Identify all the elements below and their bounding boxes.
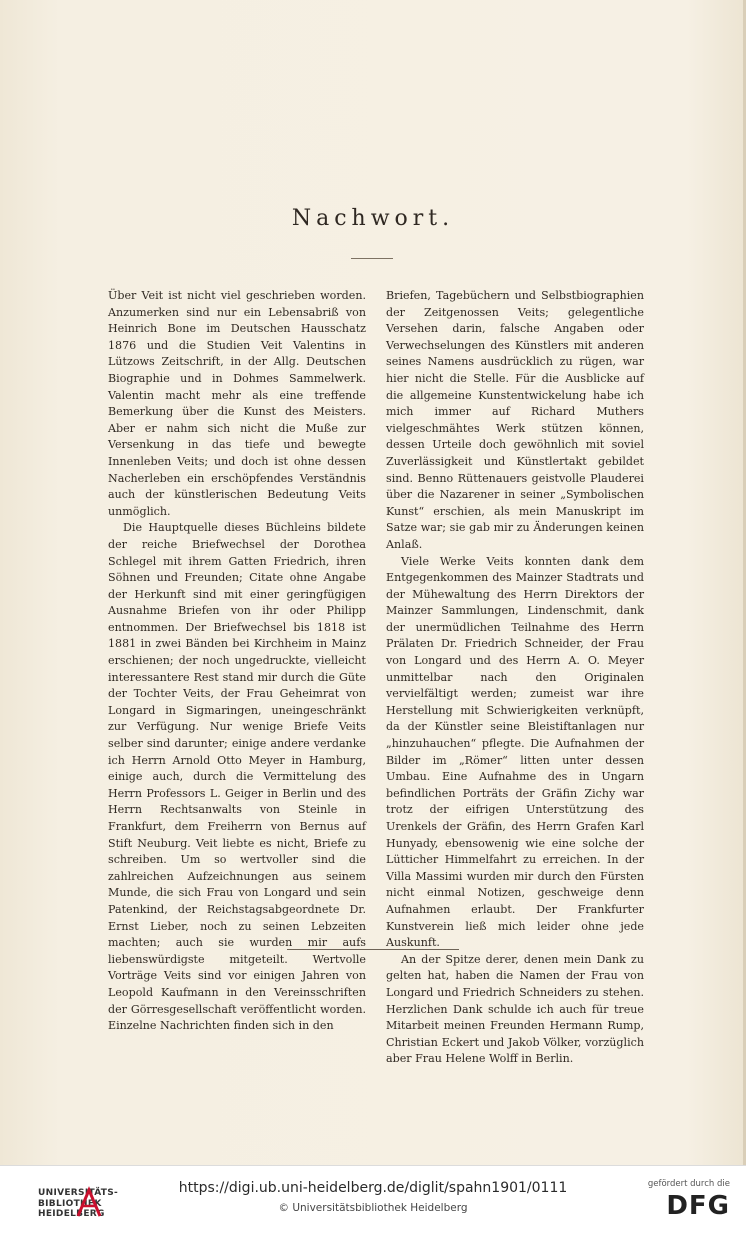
page-title: Nachwort. xyxy=(291,206,455,231)
permalink-url[interactable]: https://digi.ub.uni-heidelberg.de/diglit/spahn1901/0111 xyxy=(178,1180,568,1196)
paragraph: Viele Werke Veits konnten dank dem Entgegenkommen des Mainzer Stadtrats und der Mühewaltung des Herrn Direktors der Mainzer Sammlungen, Lindenschmit, dank der unermüdlichen Teilnahme des Herrn Prälaten Dr. Friedrich Schneider, der Frau von Longard und des Herrn A. O. Meyer unmittelbar nach den Originalen vervielfältigt werden; zumeist war ihre Herstellung mit Schwierigkeiten verknüpft, da der Künstler seine Bleistiftanlagen nur „hinzuhauchen“ pflegte. Die Aufnahmen der Bilder im „Römer“ litten unter dessen Umbau. Eine Aufnahme des in Ungarn befindlichen Porträts der Gräfin Zichy war trotz der eifrigen Unterstützung des Urenkels der Gräfin, des Herrn Grafen Karl Hunyady, ebensowenig wie eine solche der Lütticher Himmelfahrt zu erreichen. In der Villa Massimi wurden mir durch den Fürsten nicht einmal Notizen, geschweige denn Aufnahmen erlaubt. Der Frankfurter Kunstverein ließ mich leider ohne jede Auskunft. xyxy=(386,554,644,950)
paragraph: An der Spitze derer, denen mein Dank zu gelten hat, haben die Namen der Frau von Longard und Friedrich Schneiders zu stehen. Herzlichen Dank schulde ich auch für treue Mitarbeit meinen Freunden Hermann Rump, Christian Eckert und Jakob Völker, vorzüglich aber Frau Helene Wolff in Berlin. xyxy=(386,952,644,1066)
copyright-text: © Universitätsbibliothek Heidelberg xyxy=(278,1202,468,1214)
left-column xyxy=(108,288,366,1035)
title-divider xyxy=(351,258,393,259)
paragraph: Die Hauptquelle dieses Büchleins bildete der reiche Briefwechsel der Dorothea Schlegel mit ihrem Gatten Friedrich, ihren Söhnen und Freunden; Citate ohne Angabe der Herkunft sind mit einer geringfügigen Ausnahme Briefen von ihr oder Philipp entnommen. Der Briefwechsel bis 1818 ist 1881 in zwei Bänden bei Kirchheim in Mainz erschienen; der noch ungedruckte, vielleicht interessantere Rest stand mir durch die Güte der Tochter Veits, der Frau Geheimrat von Longard in Sigmaringen, uneingeschränkt zur Verfügung. Nur wenige Briefe Veits selber sind darunter; einige andere verdanke ich Herrn Arnold Otto Meyer in Hamburg, einige auch, durch die Vermittelung des Herrn Professors L. Geiger in Berlin und des Herrn Rechtsanwalts von Steinle in Frankfurt, dem Freiherrn von Bernus auf Stift Neuburg. Veit liebte es nicht, Briefe zu schreiben. Um so wertvoller sind die zahlreichen Aufzeichnungen aus seinem Munde, die sich Frau von Longard und sein Patenkind, der Reichstagsabgeordnete Dr. Ernst Lieber, noch zu seinen Lebzeiten machten; auch sie wurden mir aufs liebenswürdigste mitgeteilt. Wertvolle Vorträge Veits sind vor einigen Jahren von Leopold Kaufmann in den Vereinsschriften der Görresgesellschaft veröffentlicht worden. Einzelne Nachrichten finden sich in den xyxy=(108,521,366,1033)
paragraph: Über Veit ist nicht viel geschrieben worden. Anzumerken sind nur ein Lebensabriß von Heinrich Bone im Deutschen Hausschatz 1876 und die Studien Veit Valentins in Lützows Zeitschrift, in der Allg. Deutschen Biographie und in Dohmes Sammelwerk. Valentin macht mehr als eine treffende Bemerkung über die Kunst des Meisters. Aber er nahm sich nicht die Muße zur Versenkung in das tiefe und bewegte Innenleben Veits; und doch ist ohne dessen Nacherleben ein erschöpfendes Verständnis auch der künstlerischen Bedeutung Veits unmöglich. xyxy=(108,289,366,518)
right-column xyxy=(386,288,644,1068)
library-line: UNIVERSITÄTS- xyxy=(38,1188,119,1198)
paragraph: Briefen, Tagebüchern und Selbstbiographien der Zeitgenossen Veits; gelegentliche Versehen darin, falsche Angaben oder Verwechselungen des Künstlers mit anderen seines Namens ausdrücklich zu rügen, war hier nicht die Stelle. Für die Ausblicke auf die allgemeine Kunstentwickelung habe ich mich immer auf Richard Muthers vielgeschmähtes Werk stützen können, dessen Urteile doch gewöhnlich mit soviel Zuverlässigkeit und Künstlertakt gebildet sind. Benno Rüttenauers geistvolle Plauderei über die Nazarener in seiner „Symbolischen Kunst“ erschien, als mein Manuskript im Satze war; sie gab mir zu Änderungen keinen Anlaß. xyxy=(386,289,644,551)
funding-note: gefördert durch die xyxy=(647,1179,730,1189)
dfg-logo[interactable]: DFG xyxy=(666,1191,730,1221)
library-line: BIBLIOTHEK xyxy=(38,1198,102,1209)
end-divider xyxy=(287,949,459,950)
viewer-footer xyxy=(0,1165,746,1234)
library-line: HEIDELBERG xyxy=(38,1209,105,1219)
